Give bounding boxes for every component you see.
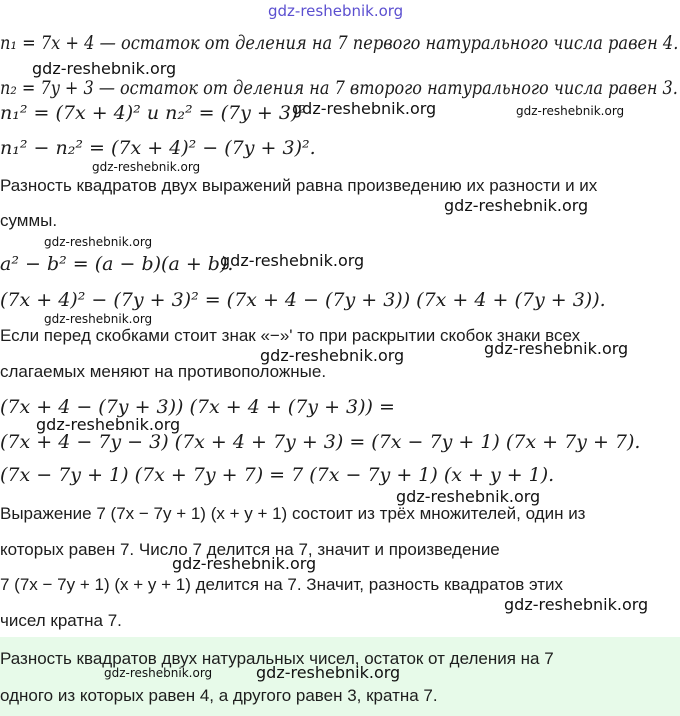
watermark: gdz-reshebnik.org: [92, 160, 201, 174]
answer-line-1: Разность квадратов двух натуральных чисел, остаток от деления на 7: [0, 649, 554, 668]
watermark: gdz-reshebnik.org: [444, 196, 589, 215]
line-expand-3: (7x − 7y + 1) (7x + 7y + 7) = 7 (7x − 7y + 1) (x + y + 1).: [0, 464, 555, 486]
line-expand-1: (7x + 4 − (7y + 3)) (7x + 4 + (7y + 3)) =: [0, 396, 395, 418]
line-rule-text-end: суммы.: [0, 211, 58, 230]
watermark: gdz-reshebnik.org: [292, 99, 437, 118]
watermark-top: gdz-reshebnik.org: [268, 2, 404, 20]
line-expand-2: (7x + 4 − 7y − 3) (7x + 4 + 7y + 3) = (7x − 7y + 1) (7x + 7y + 7).: [0, 431, 641, 453]
watermark: gdz-reshebnik.org: [504, 595, 649, 614]
watermark: gdz-reshebnik.org: [516, 104, 625, 118]
line-three-factors: Выражение 7 (7x − 7y + 1) (x + y + 1) состоит из трёх множителей, один из: [0, 504, 586, 523]
line-conclusion-end: чисел кратна 7.: [0, 611, 122, 630]
watermark: gdz-reshebnik.org: [396, 487, 541, 506]
line-factored: (7x + 4)² − (7y + 3)² = (7x + 4 − (7y + 3)) (7x + 4 + (7y + 3)).: [0, 289, 606, 311]
watermark: gdz-reshebnik.org: [44, 235, 153, 249]
watermark: gdz-reshebnik.org: [220, 251, 365, 270]
line-sign-rule: Если перед скобками стоит знак «−»' то при раскрытии скобок знаки всех: [0, 326, 581, 345]
watermark: gdz-reshebnik.org: [44, 312, 153, 326]
watermark: gdz-reshebnik.org: [36, 415, 181, 434]
watermark: gdz-reshebnik.org: [172, 554, 317, 573]
line-formula-ab: a² − b² = (a − b)(a + b).: [0, 253, 234, 275]
line-divisible: которых равен 7. Число 7 делится на 7, значит и произведение: [0, 540, 500, 559]
line-rule-text: Разность квадратов двух выражений равна произведению их разности и их: [0, 176, 598, 195]
answer-line-2: одного из которых равен 4, а другого равен 3, кратна 7.: [0, 686, 438, 705]
watermark: gdz-reshebnik.org: [104, 666, 213, 680]
line-conclusion: 7 (7x − 7y + 1) (x + y + 1) делится на 7. Значит, разность квадратов этих: [0, 575, 564, 594]
watermark: gdz-reshebnik.org: [260, 346, 405, 365]
watermark: gdz-reshebnik.org: [256, 663, 401, 682]
line-squares: n₁² = (7x + 4)² и n₂² = (7y + 3)²: [0, 102, 306, 124]
line-n1-definition: n₁ = 7x + 4 — остаток от деления на 7 первого натурального числа равен 4.: [0, 32, 679, 54]
watermark: gdz-reshebnik.org: [484, 339, 629, 358]
line-difference-of-squares: n₁² − n₂² = (7x + 4)² − (7y + 3)².: [0, 137, 316, 159]
watermark: gdz-reshebnik.org: [32, 59, 177, 78]
line-sign-rule-end: слагаемых меняют на противоположные.: [0, 362, 327, 381]
line-n2-definition: n₂ = 7y + 3 — остаток от деления на 7 второго натурального числа равен 3.: [0, 77, 678, 99]
